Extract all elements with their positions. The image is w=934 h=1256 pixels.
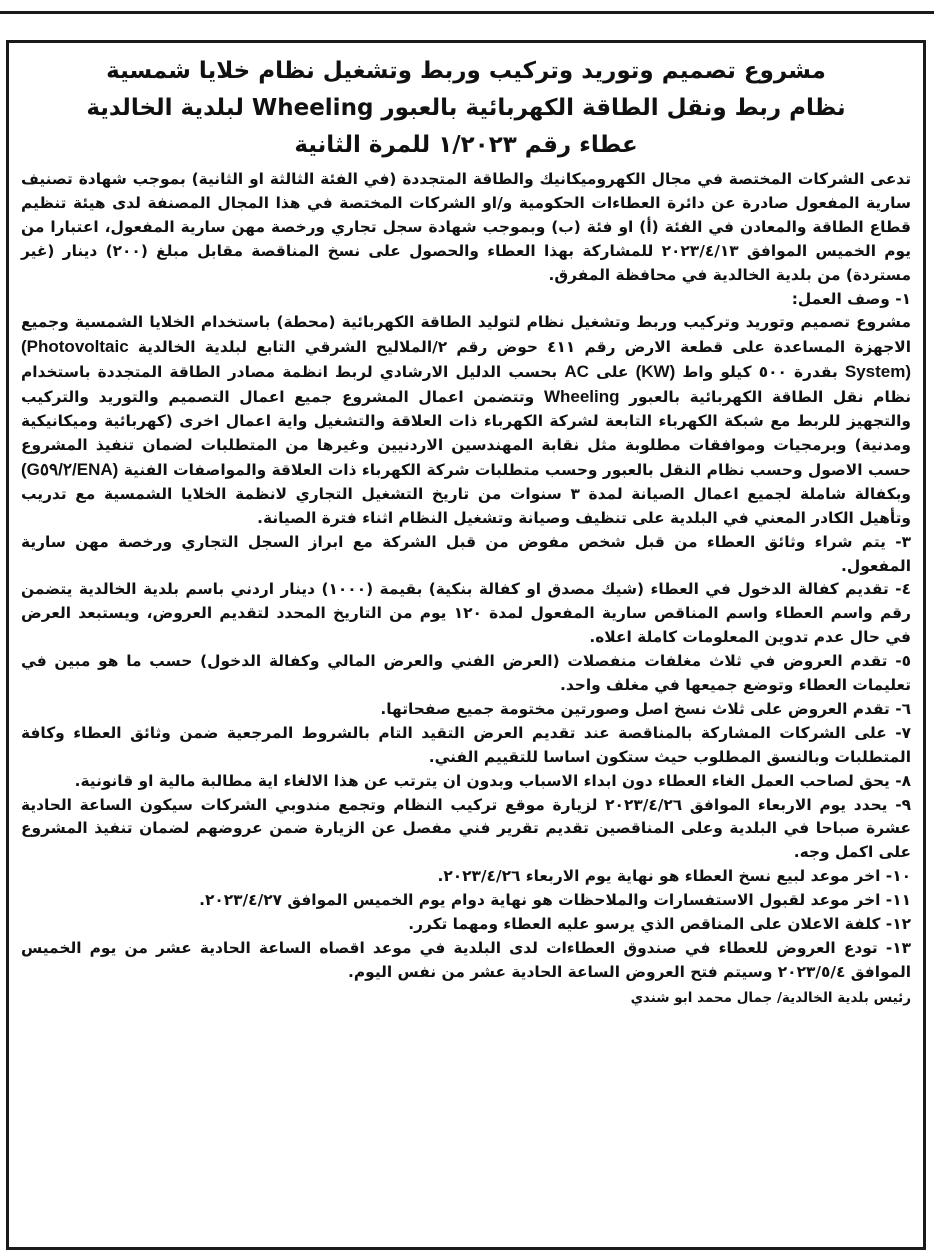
section-1-heading: ١- وصف العمل:: [791, 289, 911, 308]
title-line-2: نظام ربط ونقل الطاقة الكهربائية بالعبور Wheeling لبلدية الخالدية: [86, 95, 846, 121]
ac-term: AC: [564, 362, 589, 382]
ena-standard-term: (G٥٩/٢/ENA): [21, 459, 119, 479]
tender-announcement: [6, 40, 926, 1250]
photovoltaic-system-term: (Photovoltaic System): [21, 337, 912, 382]
work-description-text-2: بقدرة ٥٠٠ كيلو واط: [682, 363, 838, 382]
work-description-paragraph: [21, 311, 911, 530]
condition-item-11: ١١- اخر موعد لقبول الاستفسارات والملاحظات هو نهاية دوام يوم الخميس الموافق ٢٠٢٣/٤/٢٧.: [199, 891, 911, 910]
condition-item-5: ٥- تقدم العروض في ثلاث مغلفات منفصلات (العرض الفني والعرض المالي وكفالة الدخول) حسب ما هو مبين في تعليمات العطاء وتوضع جميعها في مغلف واحد.: [21, 652, 911, 695]
signature-line: رئيس بلدية الخالدية/ جمال محمد ابو شندي: [630, 989, 911, 1006]
condition-item-3: ٣- يتم شراء وثائق العطاء من قبل شخص مفوض من قبل الشركة مع ابراز السجل التجاري ورخصة مهن سارية المفعول.: [21, 532, 911, 575]
title-line-1: مشروع تصميم وتوريد وتركيب وربط وتشغيل نظام خلايا شمسية: [106, 58, 826, 84]
wheeling-term: Wheeling: [543, 387, 620, 407]
condition-item-10: ١٠- اخر موعد لبيع نسخ العطاء هو نهاية يوم الاربعاء ٢٠٢٣/٤/٢٦.: [437, 867, 911, 886]
condition-item-9: ٩- يحدد يوم الاربعاء الموافق ٢٠٢٣/٤/٢٦ لزيارة موقع تركيب النظام وتجمع مندوبي الشركات سيكون الساعة الحادية عشرة صباحا في البلدية وعلى المناقصين تقديم تقرير فني مفصل عن الزيارة ضمن عروضهم لضمان تنفيذ المشروع على اكمل وجه.: [21, 795, 911, 862]
kw-unit: (KW): [635, 362, 676, 382]
condition-item-13: ١٣- تودع العروض للعطاء في صندوق العطاءات لدى البلدية في موعد اقصاه الساعة الحادية عشر من يوم الخميس الموافق ٢٠٢٣/٥/٤ وسيتم فتح العروض الساعة الحادية عشر من نفس اليوم.: [21, 939, 911, 981]
work-description-text-6: وبكفالة شاملة لجميع اعمال الصيانة لمدة ٣ سنوات من تاريخ التشغيل التجاري لانظمة الخلايا الشمسية مع تدريب وتأهيل الكادر المعني في البلدية على تنظيف وصيانة وتشغيل النظام اثناء فترة الصيانة.: [21, 484, 911, 527]
work-description-text-1: مشروع تصميم وتوريد وتركيب وربط وتشغيل نظام لتوليد الطاقة الكهربائية (محطة) باستخدام الخلايا الشمسية وجميع الاجهزة المساعدة على قطعة الارض رقم ٤١١ حوض رقم ٢/الملاليح الشرقي التابع لبلدية الخالدية: [21, 313, 912, 357]
top-border-rule: [0, 0, 934, 14]
work-description-text-5: وتتضمن اعمال المشروع جميع اعمال التصميم والتوريد والتركيب والتجهيز للربط مع شبكة الكهرباء التابعة لشركة الكهرباء ذات العلاقة والتشغيل واية اعمال اخرى (كهربائية وميكانيكية ومدنية) وبرمجيات وموافقات مطلوبة مثل نقابة المهندسين الاردنيين وغيرها من المتطلبات لضمان تنفيذ المشروع حسب الاصول وحسب نظام النقل بالعبور وحسب متطلبات شركة الكهرباء ذات العلاقة والمواصفات الفنية: [21, 388, 911, 479]
work-description-text-3: على: [596, 363, 629, 382]
title-line-3: عطاء رقم ١/٢٠٢٣ للمرة الثانية: [294, 132, 638, 158]
condition-item-6: ٦- تقدم العروض على ثلاث نسخ اصل وصورتين مختومة جميع صفحاتها.: [380, 699, 911, 718]
announcement-title: [21, 53, 911, 164]
condition-item-7: ٧- على الشركات المشاركة بالمناقصة عند تقديم العرض التقيد التام بالشروط المرجعية ضمن وثائق العطاء وكافة المتطلبات وبالنسق المطلوب حيث ستكون اساسا للتقييم الفني.: [21, 723, 911, 766]
intro-paragraph: تدعى الشركات المختصة في مجال الكهروميكانيك والطاقة المتجددة (في الفئة الثالثة او الثانية) بموجب شهادة تصنيف سارية المفعول صادرة عن دائرة العطاءات الحكومية و/او الشركات المختصة في هذا المجال المصنفة لدى هيئة تنظيم قطاع الطاقة والمعادن في الفئة (أ) او فئة (ب) وبموجب شهادة سجل تجاري ورخصة مهن سارية المفعول، اعتبارا من يوم الخميس الموافق ٢٠٢٣/٤/١٣ للمشاركة بهذا العطاء والحصول على نسخ المناقصة مقابل مبلغ (٢٠٠) دينار (غير مستردة) من بلدية الخالدية في محافظة المفرق.: [21, 170, 911, 284]
announcement-body: [21, 168, 911, 985]
work-description-text-4: بحسب الدليل الارشادي لربط انظمة مصادر الطاقة المتجددة باستخدام نظام نقل الطاقة الكهربائية بالعبور: [21, 363, 912, 407]
condition-item-12: ١٢- كلفة الاعلان على المناقص الذي يرسو عليه العطاء ومهما تكرر.: [408, 915, 911, 934]
condition-item-8: ٨- يحق لصاحب العمل الغاء العطاء دون ابداء الاسباب وبدون ان يترتب عن هذا الالغاء اية مطالبة مالية او قانونية.: [74, 771, 911, 790]
condition-item-4: ٤- تقديم كفالة الدخول في العطاء (شيك مصدق او كفالة بنكية) بقيمة (١٠٠٠) دينار اردني باسم بلدية الخالدية يتضمن رقم واسم العطاء واسم المناقص سارية المفعول لمدة ١٢٠ يوم من التاريخ المحدد لتقديم العروض، ويستبعد العرض في حال عدم تدوين المعلومات كاملة اعلاه.: [21, 580, 911, 647]
